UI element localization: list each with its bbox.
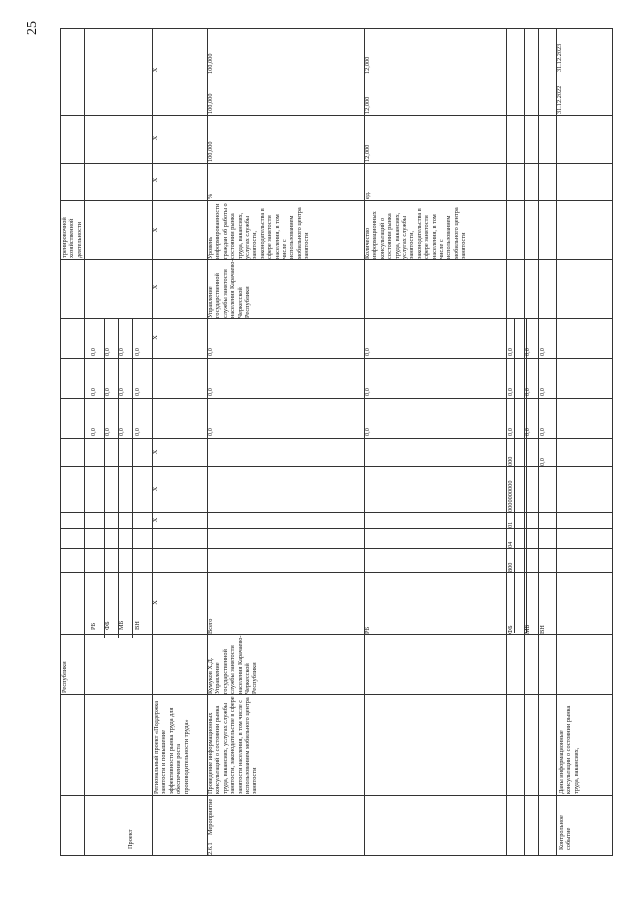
cell-kbk5: 000	[507, 456, 514, 466]
cell-zero-r8: 0,0	[507, 388, 514, 396]
cell-zero-r10: 0,0	[524, 428, 531, 436]
cell-kbk4: 0000000000	[507, 480, 514, 512]
cell-upravl: Управление государственной службы занятости населения Карачаево-Черкесской Республики	[207, 259, 252, 318]
cell-zero-12: 0,0	[134, 348, 141, 356]
cell-indicator1: Уровень информированности граждан об работы о состоянии рынка труда, вакансиях, услугах службы занятости, законодательства в сфере занятости населения, в том числе с использованием мобильного центра занятости	[207, 201, 311, 259]
table-column-rule	[60, 398, 612, 399]
cell-unit-ed: ед.	[364, 191, 371, 199]
cell-vb-a: ВН	[134, 621, 141, 630]
table-column-rule	[60, 572, 612, 573]
cell-x-rows-top-j: X	[152, 600, 159, 605]
cell-responsible: Кумуков Х.Д. Управление государственной службы занятости населения Карачаево-Черкесской Республики	[207, 635, 259, 694]
cell-zero-r9: 0,0	[507, 348, 514, 356]
cell-meropr-text: Проведение информационных консультаций о состоянии рынка труда, вакансиях, услугах службы занятости, законодательстве в сфере занятости населения, в том числе с использованием мобильного центра занятости	[207, 694, 259, 794]
cell-x-rows-top-i: X	[152, 517, 159, 523]
cell-zero-r4: 0,0	[364, 428, 371, 436]
cell-zero-r5: 0,0	[364, 388, 371, 396]
cell-num-261: 2.6.1	[207, 842, 214, 855]
cell-mb-a: МБ	[118, 620, 125, 630]
cell-v2-2022: 12,000	[364, 96, 371, 114]
cell-v1-2021: 100,000	[207, 141, 214, 162]
cell-zero-r6: 0,0	[364, 348, 371, 356]
cell-head-col2: Региональный проект «Поддержка занятости и повышение эффективности рынка труда для обеспечения роста производительности труда»	[153, 700, 190, 794]
cell-zero-8: 0,0	[134, 388, 141, 396]
cell-x-rows-top-g: X	[152, 449, 159, 455]
table-column-rule	[60, 512, 612, 513]
cell-x-rows-top-c: X	[152, 177, 159, 183]
table-column-rule	[60, 259, 612, 260]
table-row-rule	[556, 28, 557, 855]
cell-zero-r7: 0,0	[507, 428, 514, 436]
cell-x-rows-top-a: X	[152, 67, 159, 73]
table-column-rule	[60, 548, 612, 549]
cell-kt-label: Контрольное событие	[558, 813, 573, 850]
cell-x-rows-top-d: X	[152, 227, 159, 233]
cell-indicator2: Количество информационных консультаций о состоянии рынка труда, вакансиях, услугах службы занятости, законодательства в сфере занятости населения, в том числе с использованием мобильного центра занятости	[364, 205, 468, 259]
cell-date1: 31.12.2022	[556, 85, 563, 114]
table-column-rule	[60, 115, 612, 116]
cell-zero-9: 0,0	[90, 348, 97, 356]
table-column-rule	[60, 358, 612, 359]
cell-zero-r2: 0,0	[207, 388, 214, 396]
table-column-rule	[60, 28, 612, 29]
cell-zero-r12: 0,0	[524, 348, 531, 356]
cell-zero-5: 0,0	[90, 388, 97, 396]
table-column-rule	[60, 528, 612, 529]
cell-zero-1: 0,0	[90, 428, 97, 436]
cell-zero-r11: 0,0	[524, 388, 531, 396]
cell-unit-pct: %	[207, 193, 214, 199]
cell-zero-3: 0,0	[118, 428, 125, 436]
cell-fb-b: ФБ	[507, 625, 514, 634]
cell-head-col3: Республики	[61, 661, 68, 693]
cell-zero-r13: 0,0	[539, 428, 546, 436]
cell-zero-4: 0,0	[134, 428, 141, 436]
cell-zero-r15: 0,0	[539, 348, 546, 356]
cell-kt-text: Даны информационные консультации о состоянии рынка труда, вакансиях,	[558, 704, 580, 794]
cell-zero-11: 0,0	[118, 348, 125, 356]
table-column-rule	[60, 634, 612, 635]
cell-vn-b: ВН	[539, 625, 546, 634]
cell-fb-a: ФБ	[104, 621, 111, 630]
cell-zero-7: 0,0	[118, 388, 125, 396]
cell-zero-6: 0,0	[104, 388, 111, 396]
table-row-rule	[60, 28, 61, 855]
table-row-rule	[84, 28, 85, 855]
table-column-rule	[60, 855, 612, 856]
cell-mb-b: МБ	[524, 624, 531, 634]
cell-v2-2021: 12,000	[364, 144, 371, 162]
page-number: 25	[25, 21, 40, 35]
cell-meropr: Мероприятие	[207, 798, 214, 835]
cell-zero-r16: 0,0	[539, 458, 546, 466]
cell-zero-r1: 0,0	[207, 428, 214, 436]
table-column-rule	[60, 318, 612, 319]
cell-v1-2023: 100,000	[207, 53, 214, 74]
cell-date2: 31.12.2023	[556, 43, 563, 72]
cell-zero-2: 0,0	[104, 428, 111, 436]
table-column-rule	[60, 163, 612, 164]
cell-kbk3: 01	[507, 521, 514, 528]
cell-x-rows-top-f: X	[152, 335, 159, 340]
cell-kbk2: 04	[507, 541, 514, 548]
cell-x-rows-top-b: X	[152, 135, 159, 141]
table-row-rule	[524, 28, 525, 855]
table-column-rule	[60, 795, 612, 796]
table-column-rule	[60, 438, 612, 439]
table-column-rule	[60, 694, 612, 695]
table-row-rule	[612, 28, 613, 855]
cell-rb-a: РБ	[90, 622, 97, 630]
cell-zero-r14: 0,0	[539, 388, 546, 396]
cell-head-col-shown: тренировочной хозяйственной деятельности	[61, 215, 83, 258]
cell-v1-2022: 100,000	[207, 93, 214, 114]
table-column-rule	[60, 466, 612, 467]
table-sub-rule	[132, 318, 133, 638]
cell-vsego: Всего	[207, 618, 214, 634]
cell-x-rows-top-h: X	[152, 486, 159, 492]
cell-kbk1: 800	[507, 562, 514, 572]
cell-v2-2023: 12,000	[364, 56, 371, 74]
cell-head-col1: Проект	[127, 829, 134, 849]
cell-zero-r3: 0,0	[207, 348, 214, 356]
cell-x-rows-top-e: X	[152, 284, 159, 290]
cell-zero-10: 0,0	[104, 348, 111, 356]
cell-rb-b: РБ	[364, 626, 371, 634]
